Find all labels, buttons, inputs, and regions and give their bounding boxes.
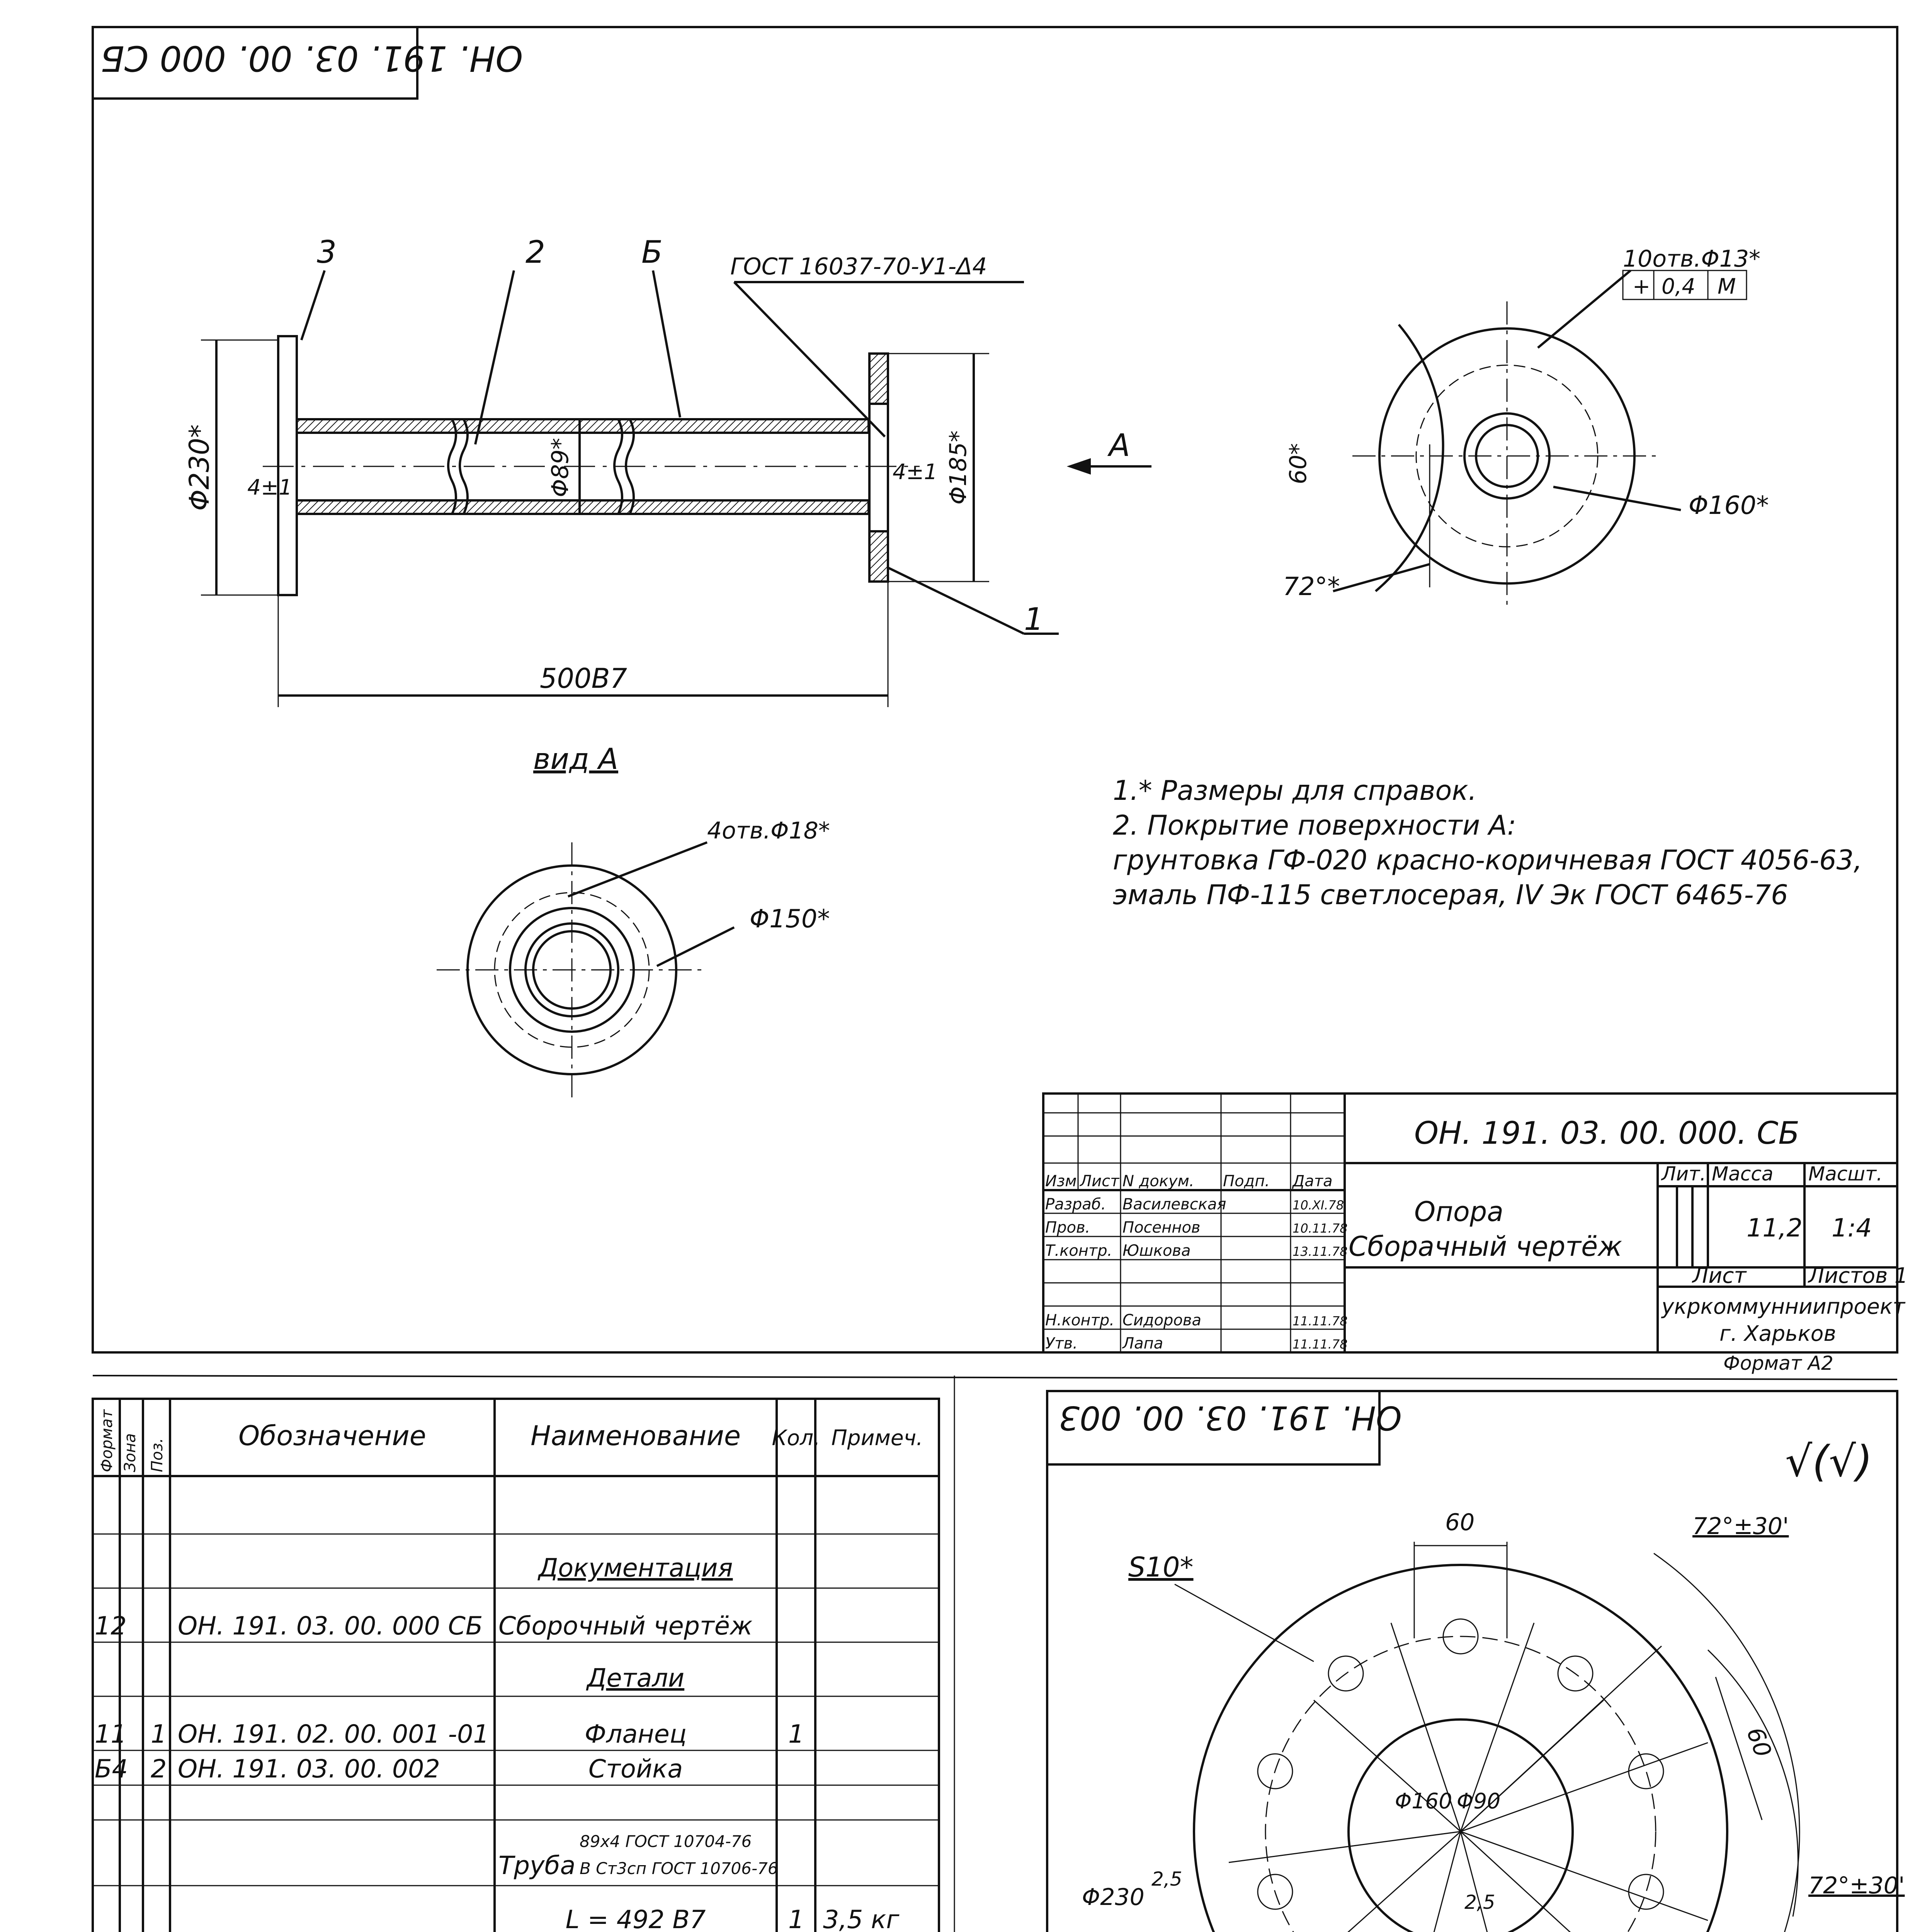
spec-row-6-note: 3,5 кг bbox=[823, 1905, 900, 1932]
tb1-role-4: Н.контр. bbox=[1045, 1311, 1114, 1329]
spec-h-zone: Зона bbox=[121, 1433, 139, 1472]
tb1-name-1: Посеннов bbox=[1122, 1219, 1201, 1236]
tb1-date-1: 10.11.78 bbox=[1293, 1221, 1348, 1236]
holes-right-note: 10отв.Φ13* bbox=[1623, 245, 1761, 272]
tb1-name-5: Лапа bbox=[1122, 1335, 1163, 1352]
spec-row-3-pos: 1 bbox=[151, 1720, 167, 1749]
dim-d160: Φ160* bbox=[1689, 491, 1769, 520]
tb1-scale: 1:4 bbox=[1832, 1214, 1872, 1243]
spec-h-qty: Кол. bbox=[772, 1425, 820, 1450]
dim-right-gap: 4±1 bbox=[893, 459, 938, 484]
dim3-r25b: 2,5 bbox=[1464, 1891, 1495, 1913]
tb1-org2: г. Харьков bbox=[1719, 1321, 1836, 1346]
dim3-60-side: 60 bbox=[1741, 1724, 1777, 1761]
pipe-wall-bottom bbox=[297, 500, 869, 514]
tb1-name-4: Сидорова bbox=[1122, 1311, 1202, 1329]
angle3-right: 72°±30' bbox=[1808, 1872, 1905, 1899]
tb1-date-4: 11.11.78 bbox=[1293, 1314, 1348, 1328]
view-a-d150: Φ150* bbox=[750, 905, 830, 934]
tb1-date-5: 11.11.78 bbox=[1293, 1337, 1348, 1352]
sheet1-note-2: 2. Покрытие поверхности А: bbox=[1113, 810, 1516, 841]
dim-d230: Φ230* bbox=[184, 424, 215, 511]
dim-length: 500В7 bbox=[539, 663, 628, 694]
tol-right-b: 0,4 bbox=[1662, 274, 1696, 299]
tb1-role-2: Т.контр. bbox=[1045, 1242, 1112, 1260]
tb1-name-2: Юшкова bbox=[1122, 1242, 1191, 1260]
spec-row-1-designation: ОН. 191. 03. 00. 000 СБ bbox=[178, 1612, 483, 1641]
tb1-date-0: 10.XI.78 bbox=[1293, 1198, 1344, 1213]
spec-h-designation: Обозначение bbox=[238, 1420, 426, 1452]
tb1-hdr-doc: N докум. bbox=[1122, 1172, 1194, 1190]
tb1-code: ОН. 191. 03. 00. 000. СБ bbox=[1414, 1115, 1800, 1151]
tb1-date-2: 13.11.78 bbox=[1293, 1244, 1348, 1259]
spec-row-5-name: Труба bbox=[498, 1851, 576, 1880]
tb1-sheets: Листов 1 bbox=[1808, 1263, 1908, 1288]
dim-60: 60* bbox=[1285, 443, 1312, 485]
thickness-s10: S10* bbox=[1128, 1551, 1194, 1583]
tb1-hdr-sign: Подп. bbox=[1223, 1172, 1270, 1190]
sheet1-note-3: грунтовка ГФ-020 красно-коричневая ГОСТ 4056-63, bbox=[1113, 844, 1862, 876]
tb1-hdr-list: Лист bbox=[1080, 1172, 1119, 1190]
gost-weld-note: ГОСТ 16037-70-У1-Δ4 bbox=[730, 253, 987, 280]
dim-left-gap: 4±1 bbox=[247, 475, 293, 500]
angle3-top: 72°±30' bbox=[1692, 1513, 1789, 1540]
sheet3-code-top: ОН. 191. 03. 00. 003 bbox=[1059, 1398, 1402, 1437]
spec-row-3-format: 11 bbox=[95, 1720, 127, 1749]
spec-row-1-format: 12 bbox=[95, 1612, 127, 1641]
flange-bore bbox=[1349, 1719, 1573, 1932]
dim3-d230: Φ230 bbox=[1082, 1884, 1145, 1911]
dim-d89: Φ89* bbox=[547, 438, 574, 497]
tb1-mass-h: Масса bbox=[1712, 1163, 1774, 1185]
spec-row-4-name: Стойка bbox=[588, 1755, 683, 1784]
dim-d185: Φ185* bbox=[945, 430, 972, 505]
sheet1-note-1: 1.* Размеры для справок. bbox=[1113, 775, 1477, 806]
spec-row-0-name: Документация bbox=[538, 1554, 733, 1583]
left-flange bbox=[278, 336, 297, 595]
spec-row-3-name: Фланец bbox=[584, 1720, 687, 1749]
sheet3-frame bbox=[1047, 1391, 1897, 1932]
sheet1-code-top: ОН. 191. 03. 00. 000 СБ bbox=[100, 38, 523, 78]
tb1-name-1: Опора bbox=[1414, 1196, 1504, 1228]
spec-row-6-name: L = 492 В7 bbox=[565, 1905, 706, 1932]
tb1-org1: укркоммунниипроект bbox=[1662, 1294, 1905, 1319]
spec-row-4-format: Б4 bbox=[95, 1755, 128, 1784]
dim3-r25a: 2,5 bbox=[1151, 1868, 1182, 1890]
leader-1: 1 bbox=[1024, 601, 1044, 637]
spec-row-3-designation: ОН. 191. 02. 00. 001 -01 bbox=[178, 1720, 489, 1749]
spec-row-4-pos: 2 bbox=[151, 1755, 167, 1784]
view-arrow-label: А bbox=[1109, 427, 1130, 463]
spec-row-2-name: Детали bbox=[587, 1664, 685, 1693]
tb1-hdr-izm: Изм bbox=[1045, 1172, 1077, 1190]
dim3-60-top: 60 bbox=[1445, 1509, 1475, 1536]
tol-right-c: М bbox=[1718, 274, 1736, 299]
spec-row-6-qty: 1 bbox=[788, 1905, 804, 1932]
spec-row-4-designation: ОН. 191. 03. 00. 002 bbox=[178, 1755, 440, 1784]
sheet1-frame bbox=[93, 27, 1897, 1352]
leader-b: Б bbox=[641, 234, 663, 270]
spec-h-name: Наименование bbox=[531, 1420, 741, 1452]
dim-angle72: 72°* bbox=[1283, 572, 1340, 601]
tb1-mass: 11,2 bbox=[1747, 1214, 1803, 1243]
sheet1-note-4: эмаль ПФ-115 светлосерая, IV Эк ГОСТ 6465-76 bbox=[1113, 879, 1788, 911]
tb1-sheet: Лист bbox=[1692, 1263, 1747, 1288]
spec-h-format: Формат bbox=[98, 1409, 116, 1472]
flange-outer bbox=[1194, 1565, 1727, 1932]
tb1-role-1: Пров. bbox=[1045, 1219, 1090, 1236]
tb1-lit-h: Лит. bbox=[1662, 1163, 1706, 1185]
tb1-name-2: Сборачный чертёж bbox=[1349, 1231, 1622, 1262]
leader-2: 2 bbox=[526, 234, 545, 270]
dim3-d90: Φ90 bbox=[1457, 1789, 1501, 1813]
tb1-hdr-date: Дата bbox=[1293, 1172, 1333, 1190]
tb1-format: Формат А2 bbox=[1723, 1352, 1833, 1374]
spec-row-1-name: Сборочный чертёж bbox=[498, 1612, 753, 1641]
spec-h-pos: Поз. bbox=[148, 1438, 166, 1472]
spec-row-3-qty: 1 bbox=[788, 1720, 804, 1749]
spec-rows bbox=[95, 1554, 900, 1932]
tb1-name-0: Василевская bbox=[1122, 1196, 1226, 1213]
bolt-circle bbox=[1265, 1636, 1656, 1932]
tb1-role-5: Утв. bbox=[1045, 1335, 1078, 1352]
leader-3: 3 bbox=[317, 234, 337, 270]
tol-right-a: + bbox=[1633, 274, 1651, 299]
roughness-mark: √(√) bbox=[1785, 1437, 1873, 1486]
dim3-d160: Φ160 bbox=[1395, 1789, 1452, 1813]
spec-pipe-line1: 89х4 ГОСТ 10704-76 bbox=[580, 1832, 752, 1851]
view-a-holes: 4отв.Φ18* bbox=[707, 817, 830, 844]
spec-pipe-line2: В Ст3сп ГОСТ 10706-76 bbox=[580, 1859, 778, 1878]
bolt-holes bbox=[1258, 1619, 1663, 1932]
tb1-role-0: Разраб. bbox=[1045, 1196, 1106, 1213]
pipe-wall-top bbox=[297, 419, 869, 433]
spec-h-note: Примеч. bbox=[831, 1425, 923, 1450]
view-a-title: вид А bbox=[533, 742, 618, 776]
tb1-scale-h: Масшт. bbox=[1808, 1163, 1883, 1185]
